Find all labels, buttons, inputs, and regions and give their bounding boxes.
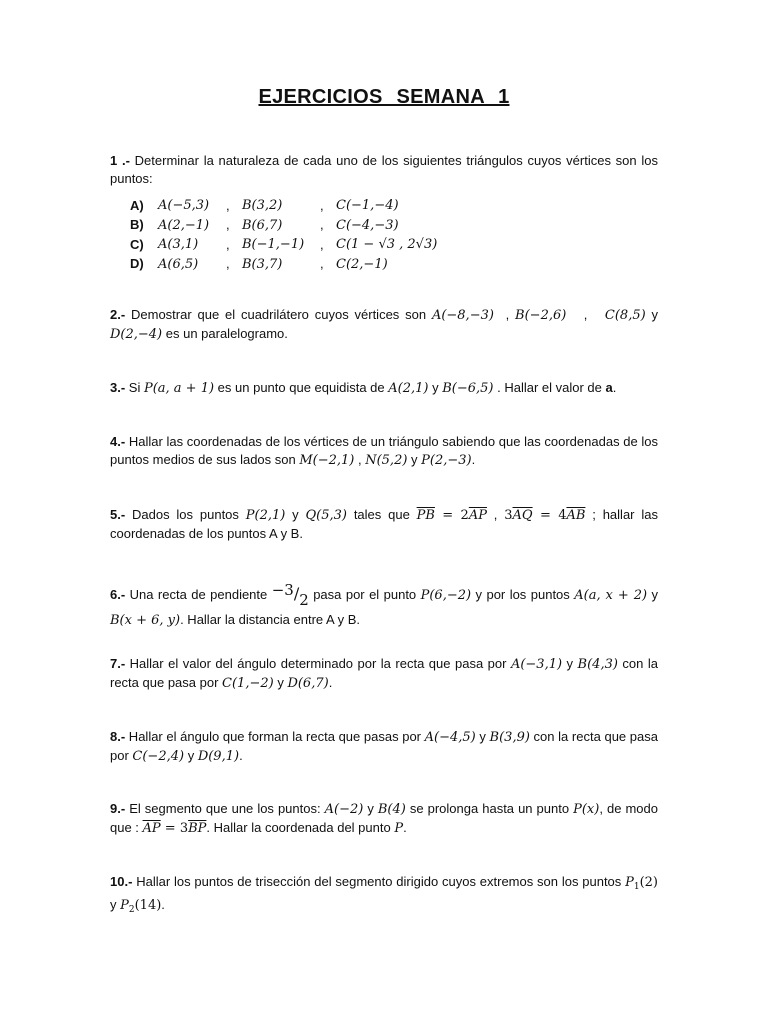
exercise-4 — [110, 433, 658, 470]
exercise-text: y — [184, 748, 198, 763]
fraction-numerator: −3 — [271, 581, 294, 599]
exercise-text: y — [428, 380, 443, 395]
vertex-a: A(2,−1) — [158, 217, 210, 233]
point-coordinate: (14) — [134, 898, 162, 913]
exercise-text: y por los puntos — [471, 587, 575, 602]
triangle-row — [130, 255, 437, 275]
exercise-text: . — [239, 748, 243, 763]
exercise-number: 10.- — [110, 874, 133, 889]
exercise-text: . — [612, 380, 617, 395]
exercise-text: Si — [125, 380, 144, 395]
separator: , — [226, 217, 230, 233]
exercise-text: se prolonga hasta un punto — [405, 801, 574, 816]
exercise-text: y — [285, 507, 306, 522]
exercise-text: , de modo que : — [110, 801, 658, 835]
point-p2 — [120, 898, 161, 913]
exercise-text: y — [110, 897, 121, 912]
point-a: A(−4,5) — [424, 730, 476, 745]
exercise-text: Determinar la naturaleza de cada uno de los siguientes triángulos cuyos vértices son los puntos: — [110, 153, 658, 186]
separator: , — [226, 236, 230, 252]
exercise-text: y — [645, 307, 659, 322]
point-p: P(2,−3) — [421, 453, 472, 468]
point-p: P(x) — [573, 802, 600, 817]
exercise-text: . — [328, 675, 333, 690]
point-letter: P — [120, 898, 129, 913]
point-a: A(−8,−3) — [431, 308, 494, 323]
fraction-slash: / — [293, 584, 300, 603]
point-b: B(x + 6, y) — [110, 613, 181, 628]
point-a: A(−3,1) — [510, 657, 563, 672]
vertex-b: B(3,2) — [242, 198, 283, 213]
vertex-c: C(1 − √3 , 2√3) — [336, 237, 438, 253]
exercise-text: y — [363, 801, 378, 816]
point-c: C(−2,4) — [132, 749, 185, 764]
exercise-5 — [110, 506, 658, 543]
separator: , — [320, 256, 324, 272]
exercise-number: 8.- — [110, 729, 126, 744]
exercise-number: 9.- — [110, 801, 126, 816]
exercise-text: . Hallar la coordenada del punto — [206, 820, 395, 835]
exercise-text: con la recta que pasa por — [110, 729, 658, 763]
exercise-number: 3.- — [110, 380, 126, 395]
exercise-text: y — [407, 452, 422, 467]
vector-pb: $\overline{PB}$ — [416, 508, 435, 523]
equation-part: = 4 — [532, 508, 567, 523]
exercise-text: Demostrar que el cuadrilátero cuyos vértices son — [125, 307, 432, 322]
triangle-row — [130, 235, 437, 255]
vector-bp: $\overline{BP}$ — [188, 821, 207, 836]
point-c: C(1,−2) — [222, 676, 274, 691]
point-d: D(2,−4) — [110, 327, 163, 342]
point-d: D(6,7) — [287, 676, 329, 691]
row-label: C) — [130, 236, 144, 252]
exercise-7 — [110, 655, 658, 693]
exercise-number: 4.- — [110, 434, 126, 449]
vector-ab: $\overline{AB}$ — [566, 508, 586, 523]
vertex-b: B(3,7) — [242, 256, 283, 272]
exercise-10 — [110, 873, 658, 919]
exercise-number: 1 .- — [110, 153, 130, 168]
point-b: B(4) — [377, 802, 406, 817]
exercise-text: con la recta que pasa por — [110, 656, 658, 690]
vertex-b: B(6,7) — [242, 217, 283, 233]
exercise-text: . — [161, 897, 165, 912]
exercise-text: Hallar el valor del ángulo determinado por la recta que pasa por — [125, 656, 511, 671]
vector-ap: $\overline{AP}$ — [468, 508, 487, 523]
vertex-a: A(3,1) — [158, 237, 199, 253]
point-c: C(8,5) — [604, 308, 646, 323]
exercise-8 — [110, 728, 658, 766]
exercise-text: , — [486, 507, 505, 522]
point-p: P(2,1) — [245, 508, 286, 523]
point-b: B(3,9) — [489, 730, 530, 745]
point-letter: P — [625, 875, 634, 890]
vertex-c: C(−4,−3) — [336, 217, 399, 233]
point-a: A(2,1) — [388, 381, 429, 396]
vector-equation-2 — [504, 508, 585, 523]
row-label: A) — [130, 197, 144, 213]
fraction-denominator: 2 — [299, 591, 309, 609]
point-a: A(a, x + 2) — [574, 588, 648, 603]
triangle-row — [130, 216, 437, 236]
variable-a: a — [605, 380, 613, 395]
triangle-list — [130, 196, 437, 274]
vertex-b: B(−1,−1) — [242, 237, 305, 253]
triangle-row — [130, 196, 437, 216]
row-label: D) — [130, 256, 144, 272]
vector-equation — [143, 821, 207, 836]
exercise-text: y — [475, 729, 490, 744]
exercise-text: . Hallar el valor de — [493, 380, 606, 395]
exercise-6 — [110, 580, 658, 631]
point-p-symbol: P — [394, 821, 404, 836]
exercise-2: 2.- Demostrar que el cuadrilátero cuyos vértices son A(−8,−3) , B(−2,6) , C(8,5) y D(2,−4) es un paralelogramo. — [110, 307, 659, 342]
vertex-a: A(−5,3) — [158, 198, 210, 213]
separator: , — [320, 197, 324, 213]
row-label: B) — [130, 217, 144, 233]
exercise-number: 6.- — [110, 587, 126, 602]
point-n: N(5,2) — [365, 453, 408, 468]
point-b: B(−6,5) — [442, 381, 494, 396]
separator: , — [320, 217, 324, 233]
exercise-text: ; hallar las coordenadas de los puntos A y B. — [110, 507, 658, 541]
exercise-9 — [110, 800, 658, 838]
point-p: P(6,−2) — [420, 588, 472, 603]
exercise-text: es un paralelogramo. — [162, 326, 288, 341]
exercise-text: y — [273, 675, 288, 690]
vertex-c: C(−1,−4) — [336, 198, 399, 213]
exercise-text: . Hallar la distancia entre A y B. — [180, 612, 361, 627]
exercise-text: El segmento que une los puntos: — [125, 801, 325, 816]
exercise-text: Hallar las coordenadas de los vértices de un triángulo sabiendo que las coordenadas de los puntos medios de sus lados son — [110, 434, 658, 467]
exercise-text: . — [471, 452, 476, 467]
point-b: B(4,3) — [577, 657, 618, 672]
exercise-number: 7.- — [110, 656, 126, 671]
equation-part: = 3 — [160, 821, 189, 836]
exercise-text: y — [562, 656, 578, 671]
point-a: A(−2) — [324, 802, 364, 817]
point-b: B(−2,6) — [515, 308, 567, 323]
vector-equation-1 — [417, 508, 487, 523]
equation-part: = 2 — [434, 508, 469, 523]
point-p1 — [625, 875, 658, 890]
vertex-a: A(6,5) — [158, 256, 199, 272]
vector-ap: $\overline{AP}$ — [142, 821, 161, 836]
exercise-text: Una recta de pendiente — [125, 587, 272, 602]
subscript: 1 — [633, 882, 640, 892]
subscript: 2 — [128, 905, 135, 915]
separator: , — [226, 256, 230, 272]
exercise-text: Hallar los puntos de trisección del segmento dirigido cuyos extremos son los puntos — [132, 874, 626, 889]
exercise-text: tales que — [346, 507, 417, 522]
vector-aq: $\overline{AQ}$ — [512, 508, 533, 523]
exercise-number: 2.- — [110, 307, 126, 322]
page-title: EJERCICIOS SEMANA 1 — [258, 86, 510, 108]
point-p: P(a, a + 1) — [143, 381, 215, 396]
equation-part: 3 — [504, 508, 513, 523]
exercise-number: 5.- — [110, 507, 126, 522]
separator: , — [320, 236, 324, 252]
exercise-1 — [110, 152, 658, 188]
exercise-text: , — [354, 452, 366, 467]
exercise-3 — [110, 379, 658, 398]
point-q: Q(5,3) — [305, 508, 347, 523]
exercise-text: y — [647, 587, 658, 602]
slope-fraction — [271, 581, 309, 609]
separator: , — [226, 197, 230, 213]
exercise-text: Hallar el ángulo que forman la recta que pasas por — [125, 729, 425, 744]
exercise-text: . — [403, 820, 407, 835]
vertex-c: C(2,−1) — [336, 256, 388, 272]
point-coordinate: (2) — [639, 875, 658, 890]
exercise-text: Dados los puntos — [125, 507, 246, 522]
point-m: M(−2,1) — [299, 453, 355, 468]
exercise-text: pasa por el punto — [308, 587, 421, 602]
exercise-text: es un punto que equidista de — [214, 380, 389, 395]
point-d: D(9,1) — [197, 749, 240, 764]
